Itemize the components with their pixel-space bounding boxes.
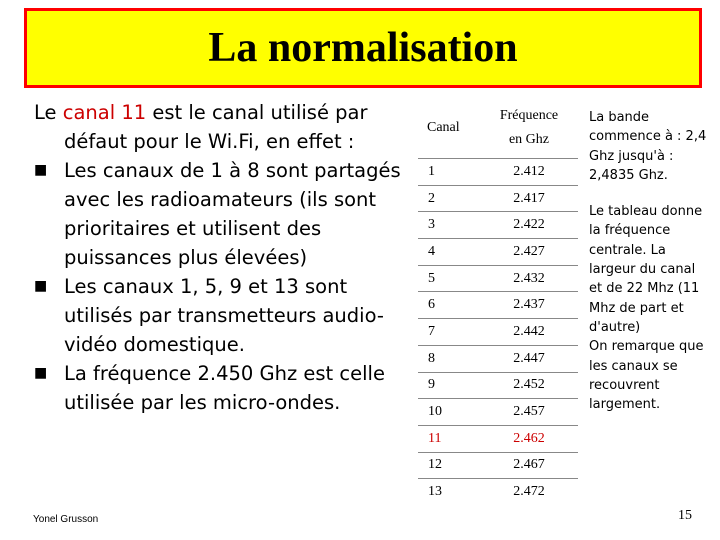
page-title: La normalisation: [208, 25, 518, 71]
table-row: [418, 185, 578, 212]
bullet-icon: ■: [34, 278, 48, 294]
cell-canal: 13: [428, 484, 442, 500]
author: Yonel Grusson: [33, 514, 99, 525]
cell-frequence: 2.442: [513, 323, 545, 339]
cell-frequence: 2.432: [513, 270, 545, 286]
cell-canal: 8: [428, 350, 435, 366]
header-freq-line1: Fréquence: [499, 108, 559, 123]
intro-paragraph: [34, 98, 409, 156]
cell-canal: 10: [428, 404, 442, 420]
cell-frequence: 2.462: [513, 430, 545, 446]
table-row: [418, 452, 578, 479]
cell-canal: 7: [428, 323, 435, 339]
cell-frequence: 2.452: [513, 377, 545, 393]
cell-frequence: 2.447: [513, 350, 545, 366]
header-frequence: [480, 104, 578, 152]
side-note-overlap: On remarque que les canaux se recouvrent largement.: [589, 339, 704, 413]
main-text: [34, 98, 409, 417]
cell-frequence: 2.467: [513, 457, 545, 473]
table-row: [418, 372, 578, 399]
table-header: [418, 98, 578, 159]
table-row: [418, 345, 578, 372]
channel-table: [418, 98, 578, 505]
cell-canal: 4: [428, 243, 435, 259]
bullet-item: [34, 359, 409, 417]
cell-frequence: 2.437: [513, 297, 545, 313]
bullet-item: [34, 156, 409, 272]
cell-canal: 12: [428, 457, 442, 473]
bullet-item: [34, 272, 409, 359]
table-row: [418, 159, 578, 185]
cell-frequence: 2.422: [513, 217, 545, 233]
cell-frequence: 2.472: [513, 484, 545, 500]
table-row: [418, 478, 578, 505]
intro-prefix: Le: [34, 101, 63, 124]
cell-frequence: 2.412: [513, 163, 545, 179]
bullet-text: Les canaux de 1 à 8 sont partagés avec les radioamateurs (ils sont prioritaires et utilisent des puissances plus élevées): [64, 159, 401, 269]
table-row: [418, 398, 578, 425]
cell-canal: 5: [428, 270, 435, 286]
title-box: [24, 8, 702, 88]
side-note-table: Le tableau donne la fréquence centrale. La largeur du canal et de 22 Mhz (11 Mhz de part et d'autre): [589, 204, 703, 335]
cell-frequence: 2.457: [513, 404, 545, 420]
bullet-icon: ■: [34, 365, 48, 381]
cell-canal: 2: [428, 190, 435, 206]
table-row: [418, 238, 578, 265]
cell-canal: 9: [428, 377, 435, 393]
table-row: [418, 425, 578, 452]
table-row: [418, 291, 578, 318]
cell-canal: 6: [428, 297, 435, 313]
cell-frequence: 2.417: [513, 190, 545, 206]
table-body: [418, 159, 578, 505]
intro-highlight: canal 11: [62, 101, 147, 124]
bullet-text: Les canaux 1, 5, 9 et 13 sont utilisés par transmetteurs audio-vidéo domestique.: [64, 275, 384, 356]
cell-canal: 1: [428, 163, 435, 179]
table-row: [418, 265, 578, 292]
side-note-band: La bande commence à : 2,4 Ghz jusqu'à : 2,4835 Ghz.: [589, 110, 707, 183]
intro-suffix: est le canal utilisé par défaut pour le Wi.Fi, en effet :: [64, 101, 368, 153]
header-freq-line2: en Ghz: [508, 132, 550, 147]
table-row: [418, 211, 578, 238]
cell-frequence: 2.427: [513, 243, 545, 259]
cell-canal: 3: [428, 217, 435, 233]
side-notes: [589, 108, 707, 414]
cell-canal: 11: [428, 430, 442, 446]
page-number: 15: [678, 508, 692, 523]
header-canal: Canal: [427, 120, 460, 135]
bullet-text: La fréquence 2.450 Ghz est celle utilisée par les micro-ondes.: [64, 362, 385, 414]
table-row: [418, 318, 578, 345]
bullet-icon: ■: [34, 162, 48, 178]
